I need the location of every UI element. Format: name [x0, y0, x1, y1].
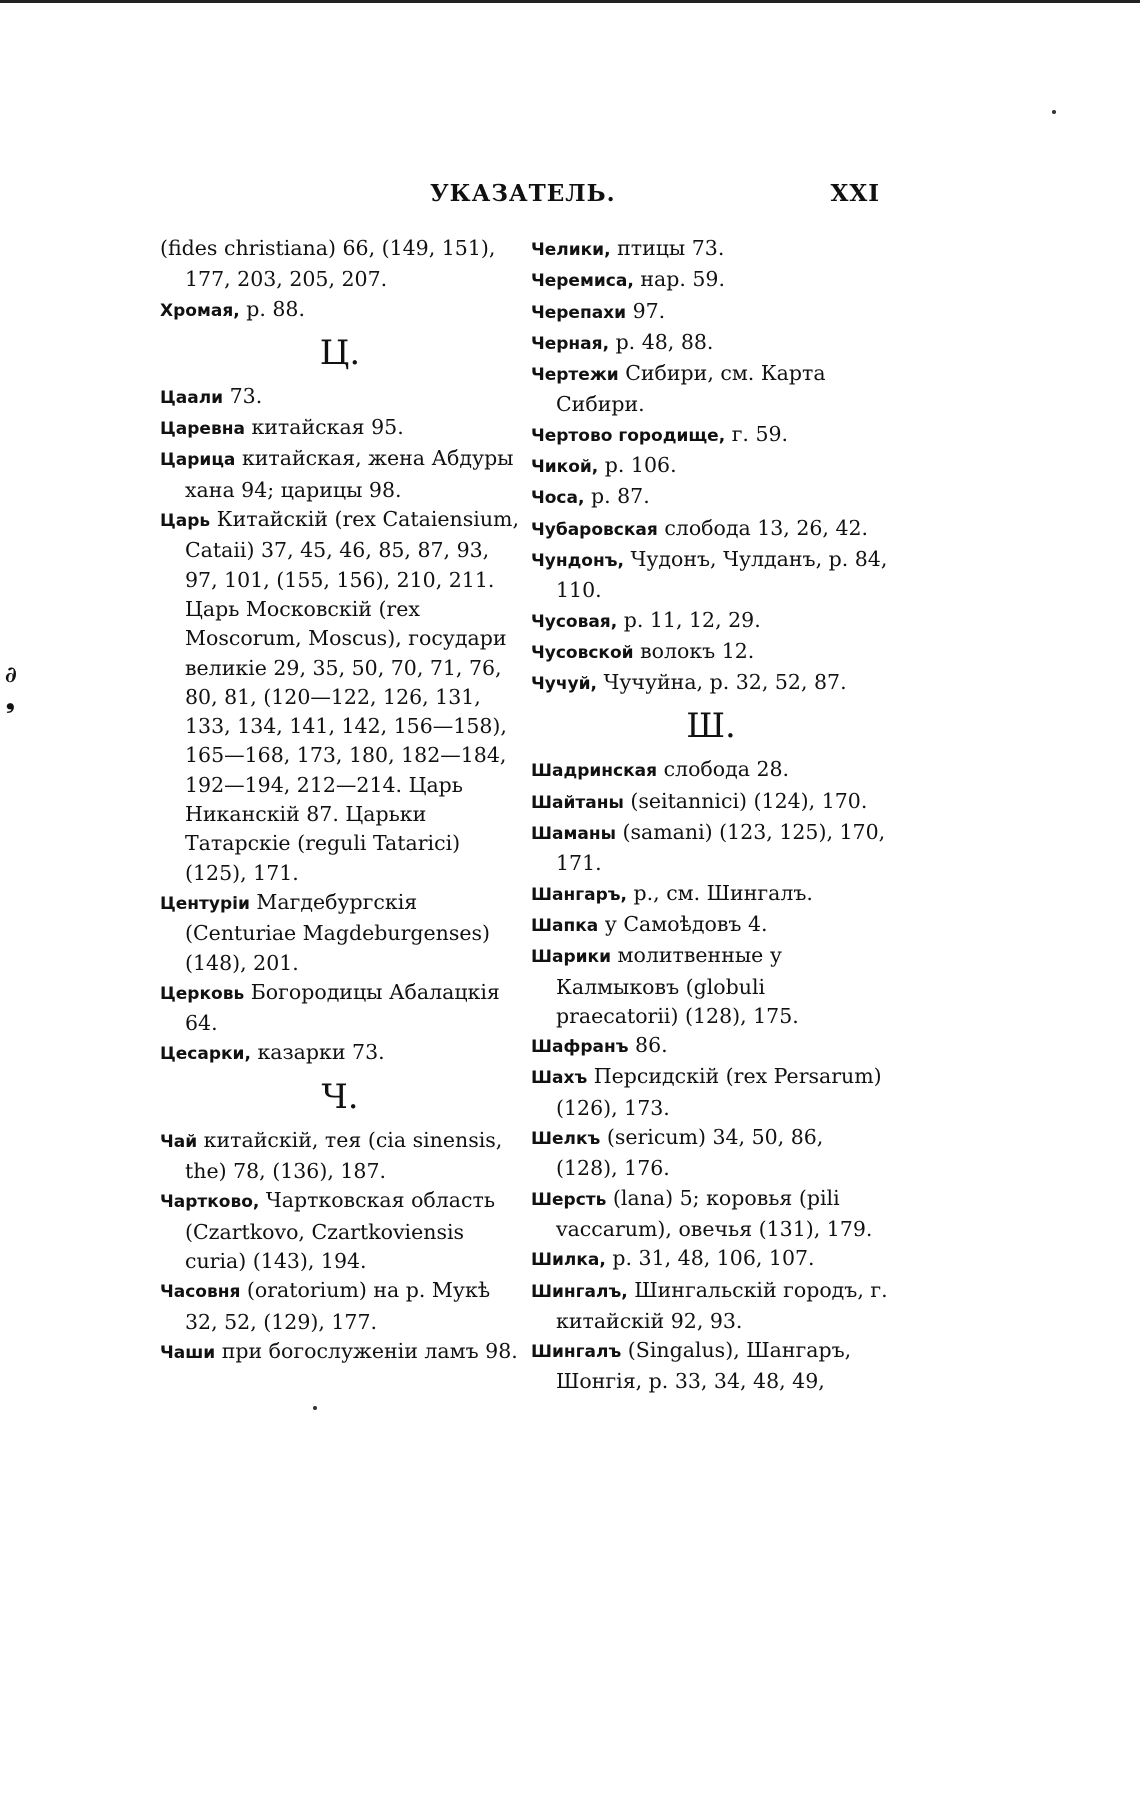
- index-entry: [160, 1276, 520, 1337]
- entry-text: 73.: [229, 383, 263, 408]
- entry-headword: Шилка,: [531, 1250, 606, 1271]
- entry-text: (sericum) 34, 50, 86, (128), 176.: [556, 1125, 824, 1181]
- entry-headword: Чартково,: [160, 1192, 260, 1213]
- right-column: [531, 234, 891, 1397]
- speck-dot: [1052, 110, 1056, 114]
- entry-headword: Чучуй,: [531, 674, 597, 695]
- index-entry: [531, 879, 891, 910]
- index-entry: [160, 888, 520, 978]
- index-entry: [531, 359, 891, 420]
- entry-headword: Чай: [160, 1131, 198, 1152]
- entry-text: Магдебургскія (Centuriae Magdeburgenses) (148), 201.: [185, 889, 491, 975]
- running-title: УКАЗАТЕЛЬ.: [430, 180, 616, 207]
- index-entry: [531, 637, 891, 668]
- entry-text: слобода 13, 26, 42.: [664, 515, 869, 540]
- letter-heading: Ч.: [321, 1076, 359, 1117]
- index-entry: [531, 1123, 891, 1184]
- entry-text: (oratorium) на р. Мукѣ 32, 52, (129), 177.: [185, 1278, 491, 1334]
- entry-text: р. 48, 88.: [615, 329, 714, 354]
- entry-headword: Шапка: [531, 915, 599, 936]
- entry-text: р. 31, 48, 106, 107.: [612, 1246, 815, 1271]
- index-entry: [160, 413, 520, 444]
- entry-headword: Царица: [160, 450, 236, 471]
- index-entry: [531, 1336, 891, 1397]
- entry-headword: Шахъ: [531, 1068, 588, 1089]
- entry-text: птицы 73.: [617, 236, 725, 260]
- index-entry: [531, 787, 891, 818]
- page-top-rule: [0, 0, 1140, 3]
- index-entry: [531, 1062, 891, 1123]
- entry-headword: Церковь: [160, 983, 245, 1004]
- entry-text: Чудонъ, Чулданъ, р. 84, 110.: [556, 546, 888, 603]
- index-entry: [160, 505, 520, 888]
- index-entry: [531, 1244, 891, 1275]
- index-entry: [531, 755, 891, 786]
- entry-text: волокъ 12.: [640, 638, 755, 663]
- letter-heading: Ц.: [319, 332, 361, 373]
- entry-headword: Чаши: [160, 1342, 216, 1363]
- index-entry: [531, 941, 891, 1031]
- index-entry: [531, 1184, 891, 1245]
- index-entry: [531, 482, 891, 513]
- entry-text: при богослуженіи ламъ 98.: [221, 1338, 518, 1363]
- index-entry: [531, 234, 891, 265]
- index-entry: [531, 606, 891, 637]
- index-entry: [160, 1186, 520, 1276]
- entry-text: (fides christiana) 66, (149, 151), 177, 203, 205, 207.: [160, 236, 496, 292]
- entry-headword: Шадринская: [531, 761, 658, 782]
- entry-headword: Чундонъ,: [531, 550, 624, 571]
- margin-mark: ❟: [6, 688, 15, 714]
- entry-headword: Чусовской: [531, 642, 634, 663]
- entry-text: Чучуйна, р. 32, 52, 87.: [603, 670, 847, 695]
- entry-text: р. 11, 12, 29.: [623, 607, 761, 632]
- index-entry: [531, 265, 891, 296]
- entry-headword: Черная,: [531, 333, 610, 354]
- index-entry: [531, 297, 891, 328]
- entry-text: Персидскій (rex Persarum) (126), 173.: [556, 1064, 882, 1120]
- entry-text: (lana) 5; коровья (pili vaccarum), овечья (131), 179.: [556, 1185, 873, 1241]
- entry-headword: Шафранъ: [531, 1037, 629, 1058]
- index-entry: [160, 1337, 520, 1368]
- entry-headword: Челики,: [531, 240, 611, 260]
- entry-text: китайская, жена Абдуры хана 94; царицы 98.: [185, 446, 514, 502]
- entry-text: (samani) (123, 125), 170, 171.: [556, 820, 886, 876]
- entry-headword: Шерсть: [531, 1189, 607, 1210]
- index-entry: [531, 420, 891, 451]
- entry-text: китайская 95.: [251, 415, 404, 440]
- entry-text: (seitannici) (124), 170.: [630, 788, 868, 813]
- entry-text: казарки 73.: [257, 1040, 385, 1065]
- entry-headword: Часовня: [160, 1282, 241, 1303]
- speck-dot: [313, 1406, 317, 1410]
- entry-headword: Чоса,: [531, 488, 585, 509]
- entry-headword: Царевна: [160, 419, 245, 440]
- page-number: XXI: [830, 180, 880, 207]
- entry-headword: Цесарки,: [160, 1044, 251, 1065]
- entry-headword: Чертежи: [531, 365, 619, 386]
- entry-headword: Шарики: [531, 947, 612, 968]
- index-entry: [531, 668, 891, 699]
- entry-text: слобода 28.: [663, 757, 790, 782]
- entry-headword: Черепахи: [531, 302, 627, 323]
- entry-headword: Шаманы: [531, 824, 616, 845]
- index-entry: [160, 1126, 520, 1187]
- entry-text: Сибири, см. Карта Сибири.: [556, 361, 826, 417]
- entry-headword: Шангаръ,: [531, 884, 627, 905]
- entry-text: р., см. Шингалъ.: [633, 880, 813, 905]
- entry-headword: Царь: [160, 511, 211, 532]
- entry-text: (Singalus), Шангаръ, Шонгія, р. 33, 34, 48, 49,: [556, 1338, 852, 1394]
- index-entry: [531, 910, 891, 941]
- entry-headword: Шингалъ: [531, 1342, 622, 1363]
- entry-headword: Шелкъ: [531, 1129, 601, 1150]
- entry-headword: Чусовая,: [531, 611, 618, 632]
- index-entry: [160, 1038, 520, 1069]
- entry-text: нар. 59.: [640, 267, 725, 292]
- index-entry: [160, 978, 520, 1039]
- entry-headword: Чубаровская: [531, 519, 658, 540]
- index-entry: [531, 818, 891, 879]
- entry-text: 97.: [632, 298, 666, 323]
- index-entry: [531, 514, 891, 545]
- entry-text: Богородицы Абалацкія 64.: [185, 979, 500, 1036]
- entry-headword: Чикой,: [531, 457, 599, 478]
- index-entry: [160, 295, 520, 326]
- index-entry: [531, 328, 891, 359]
- entry-headword: Черемиса,: [531, 271, 634, 292]
- index-entry: [531, 1031, 891, 1062]
- entry-headword: Чертово городище,: [531, 425, 726, 446]
- left-column: [160, 234, 520, 1368]
- index-entry: [531, 545, 891, 606]
- margin-mark: ∂: [5, 662, 17, 688]
- entry-headword: Шингалъ,: [531, 1281, 628, 1302]
- entry-text: китайскій, тея (cia sinensis, the) 78, (136), 187.: [185, 1127, 503, 1184]
- index-entry: [160, 382, 520, 413]
- index-entry: [531, 1276, 891, 1337]
- index-entry: [160, 444, 520, 505]
- page-header: [160, 180, 880, 220]
- entry-headword: Цаали: [160, 387, 224, 408]
- entry-text: 86.: [635, 1033, 668, 1058]
- index-entry: [160, 234, 520, 295]
- entry-text: Шингальскій городъ, г. китайскій 92, 93.: [556, 1277, 888, 1333]
- entry-headword: Шайтаны: [531, 792, 624, 813]
- entry-text: р. 87.: [590, 484, 650, 509]
- entry-headword: Центуріи: [160, 893, 250, 914]
- entry-text: молитвенные у Калмыковъ (globuli praecatorii) (128), 175.: [556, 943, 799, 1028]
- entry-text: Китайскій (rex Cataiensium, Cataii) 37, 45, 46, 85, 87, 93, 97, 101, (155, 156), 210, 211. Царь Московскій (rex Moscorum, Moscus), государи великіе 29, 35, 50, 70, 71, 76, 80, 81, (120—122, 126, 131, 133, 134, 141, 142, 156—158), 165—168, 173, 180, 182—184, 192—194, 212—214. Царь Никанскій 87. Царьки Татарскіе (reguli Tatarici) (125), 171.: [185, 507, 519, 885]
- entry-text: г. 59.: [731, 421, 789, 446]
- letter-heading: Ш.: [686, 706, 736, 747]
- entry-text: Чартковская область (Czartkovo, Czartkoviensis curia) (143), 194.: [185, 1188, 495, 1273]
- index-entry: [531, 451, 891, 482]
- entry-headword: Хромая,: [160, 300, 240, 321]
- entry-text: р. 106.: [604, 453, 677, 478]
- entry-text: у Самоѣдовъ 4.: [604, 911, 768, 936]
- entry-text: р. 88.: [246, 296, 305, 321]
